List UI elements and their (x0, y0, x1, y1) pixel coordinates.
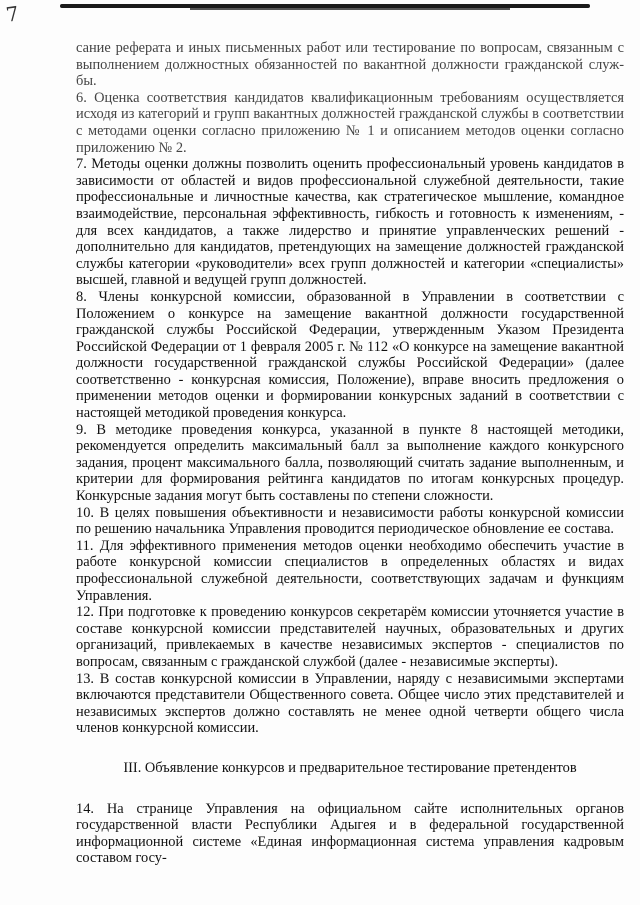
paragraph-11: 11. Для эффективного применения методов оценки необходимо обеспечить участие в работе конкурсной комиссии специалистов в определенных областях и видах профессиональной служебной деятельности, соответствующих задачам и функциям Управления. (76, 537, 624, 604)
paragraph-7: 7. Методы оценки должны позволить оценить профессиональный уровень кандидатов в зависимости от областей и видов профессиональной служебной деятельности, такие профессиональные и личностные качества, как стратегическое мышление, командное взаимодействие, персональная эффективность, гибкость и готовность к изменениям, - для всех кандидатов, а также лидерство и принятие управленческих решений - дополнительно для кандидатов, претендующих на замещение должностей гражданской службы категории «руководители» всех групп должностей и категории «специалисты» высшей, главной и ведущей групп должностей. (76, 156, 624, 289)
scan-edge-shadow-secondary (190, 8, 510, 10)
paragraph-9: 9. В методике проведения конкурса, указанной в пункте 8 настоящей методики, рекомендуется определить максимальный балл за выполнение каждого конкурсного задания, процент максимального балла, позволяющий считать задание выполненным, и критерии для формирования рейтинга кандидатов по итогам конкурсных процедур. Конкурсные задания могут быть составлены по степени сложности. (76, 421, 624, 505)
paragraph-12: 12. При подготовке к проведению конкурсов секретарём комиссии уточняется участие в составе конкурсной комиссии представителей научных, образовательных и других организаций, привлекаемых в качестве независимых экспертов - специалистов по вопросам, связанным с гражданской службой (далее - независимые эксперты). (76, 604, 624, 670)
paragraph-13: 13. В состав конкурсной комиссии в Управлении, наряду с независимыми экспертами включаются представители Общественного совета. Общее число этих представителей и независимых экспертов должно составлять не менее одной четверти общего числа членов конкурсной комиссии. (76, 670, 624, 737)
margin-handwritten-mark: 7 (4, 1, 21, 27)
paragraph-continuation: сание реферата и иных письменных работ или тестирование по вопросам, связанным с выполнением должностных обязанностей по вакантной должности гражданской служ-бы. (76, 40, 624, 90)
paragraph-6: 6. Оценка соответствия кандидатов квалификационным требованиям осуществляется исходя из категорий и групп вакантных должностей гражданской службы в соответствии с методами оценки согласно приложению № 1 и описанием методов оценки согласно приложению № 2. (76, 89, 624, 156)
paragraph-14: 14. На странице Управления на официальном сайте исполнительных органов государственной власти Республики Адыгея и в федеральной государственной информационной системе «Единая информационная система управления кадровым составом госу- (76, 800, 624, 867)
paragraph-10: 10. В целях повышения объективности и независимости работы конкурсной комиссии по решению начальника Управления проводится периодическое обновление ее состава. (76, 504, 624, 538)
paragraph-8: 8. Члены конкурсной комиссии, образованной в Управлении в соответствии с Положением о конкурсе на замещение вакантной должности государственной гражданской службы Российской Федерации, утвержденным Указом Президента Российской Федерации от 1 февраля 2005 г. № 112 «О конкурсе на замещение вакантной должности государственной гражданской службы Российской Федерации» (далее соответственно - конкурсная комиссия, Положение), вправе вносить предложения о применении методов оценки и формировании конкурсных заданий в соответствии с настоящей методикой проведения конкурса. (76, 288, 624, 422)
section-heading: III. Объявление конкурсов и предварительное тестирование претендентов (123, 759, 577, 776)
document-body (76, 40, 624, 867)
